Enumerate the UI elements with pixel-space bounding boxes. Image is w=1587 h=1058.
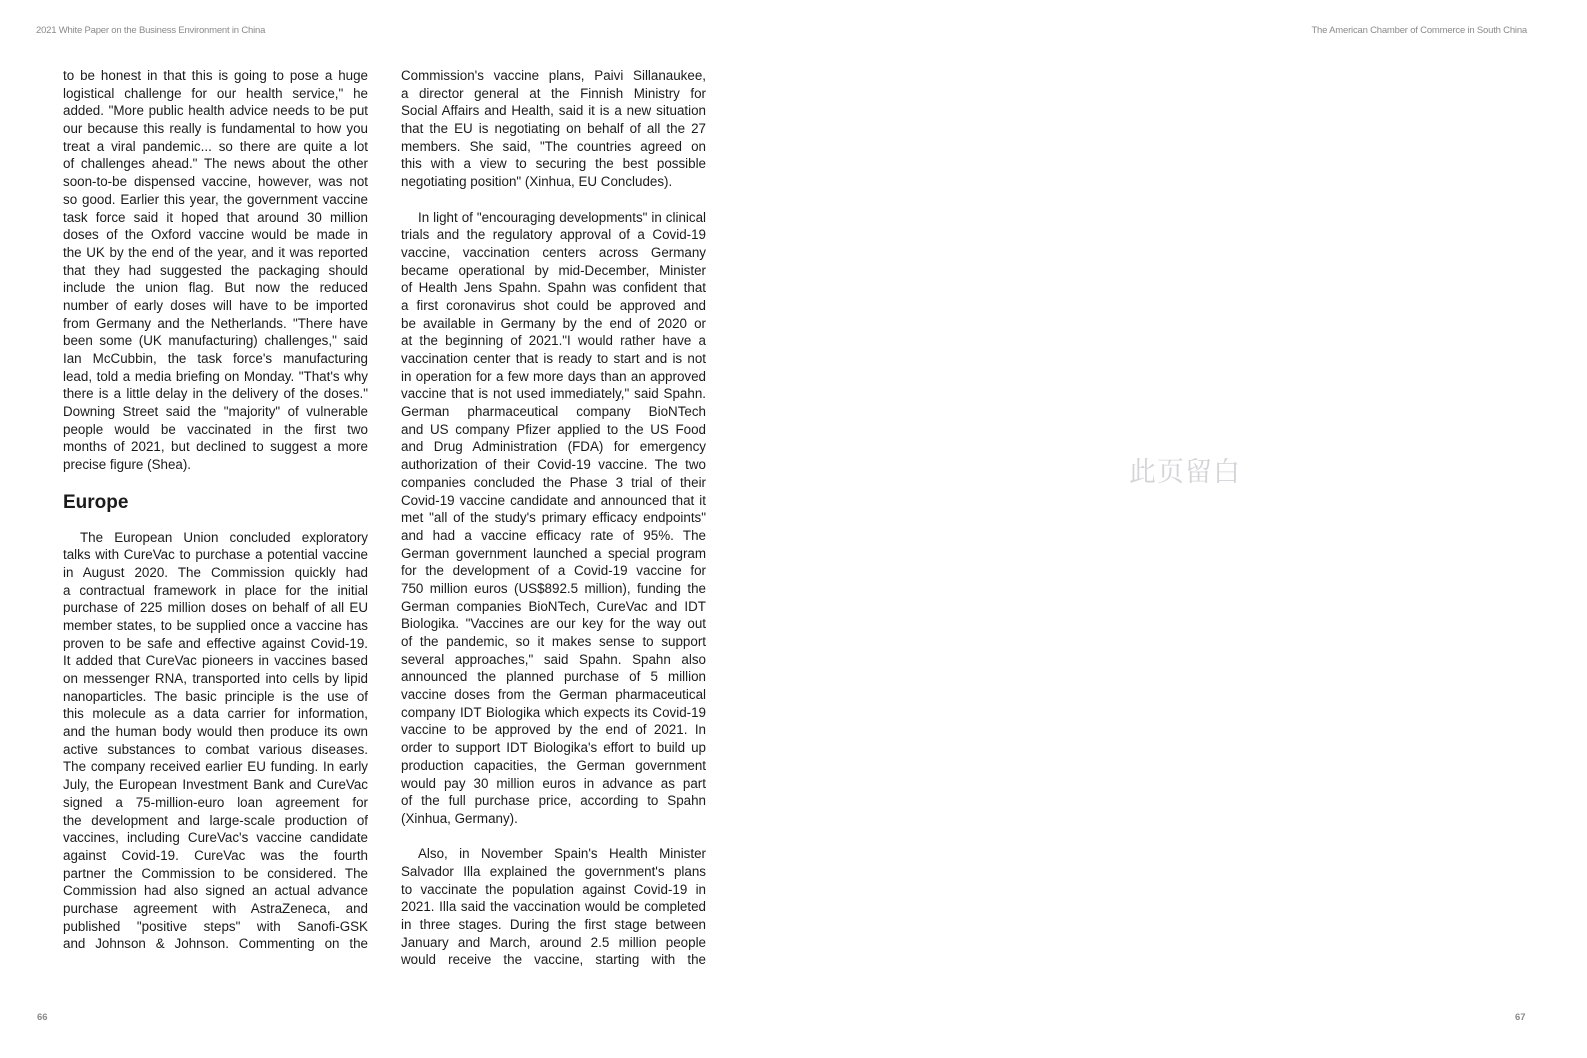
paragraph bbox=[401, 845, 706, 969]
text-line: company IDT Biologika which expects its Covid-19 bbox=[401, 704, 706, 720]
text-line: proven to be safe and effective against Covid-19. bbox=[63, 635, 368, 651]
text-line: lead, told a media briefing on Monday. "That's why bbox=[63, 368, 368, 384]
text-line: this molecule as a data carrier for information, bbox=[63, 706, 368, 722]
text-line: Ian McCubbin, the task force's manufacturing bbox=[63, 351, 368, 366]
blank-page-note: 此页留白 bbox=[1129, 457, 1241, 488]
text-line: It added that CureVac pioneers in vaccines based bbox=[63, 653, 368, 669]
paragraph bbox=[63, 67, 368, 474]
text-line: (Xinhua, Germany). bbox=[401, 810, 518, 826]
text-line: people would be vaccinated in the first two bbox=[63, 421, 368, 437]
text-line: In light of "encouraging developments" in clinical bbox=[418, 209, 706, 225]
text-line: of the full purchase price, according to Spahn bbox=[401, 793, 706, 809]
text-line: against Covid-19. CureVac was the fourth bbox=[63, 847, 368, 863]
text-line: member states, to be supplied once a vaccine has bbox=[63, 617, 368, 633]
text-line: the development and large-scale production of bbox=[63, 812, 368, 828]
text-line: of challenges ahead." The news about the other bbox=[63, 156, 368, 172]
text-line: 750 million euros (US$892.5 million), funding the bbox=[401, 580, 706, 596]
text-line: vaccine that is not used immediately," said Spahn. bbox=[401, 386, 706, 402]
text-line: Downing Street said the "majority" of vulnerable bbox=[63, 404, 368, 420]
text-line: a director general at the Finnish Ministry for bbox=[401, 85, 706, 101]
text-line: precise figure (Shea). bbox=[63, 457, 192, 473]
text-line: signed a 75-million-euro loan agreement for bbox=[63, 794, 368, 810]
text-line: production capacities, the German government bbox=[401, 757, 706, 773]
text-line: of Health Jens Spahn. Spahn was confident that bbox=[401, 280, 706, 296]
text-line: and Johnson & Johnson. Commenting on the bbox=[63, 936, 368, 952]
page-number-right: 67 bbox=[1515, 1012, 1526, 1023]
text-line: treat a viral pandemic... so there are quite a lot bbox=[63, 138, 368, 154]
text-line: vaccines, including CureVac's vaccine candidate bbox=[63, 830, 368, 846]
text-line: so good. Earlier this year, the government vaccine bbox=[63, 191, 368, 207]
text-line: The company received earlier EU funding. In early bbox=[63, 759, 368, 775]
text-line: and US company Pfizer applied to the US Food bbox=[401, 421, 706, 437]
text-line: met "all of the study's primary efficacy endpoints" bbox=[401, 510, 706, 526]
text-line: vaccine to be approved by the end of 2021. In bbox=[401, 722, 706, 738]
text-line: July, the European Investment Bank and CureVac bbox=[63, 777, 368, 793]
text-line: in operation for a few more days than an approved bbox=[401, 368, 706, 384]
text-line: be available in Germany by the end of 2020 or bbox=[401, 315, 706, 331]
text-line: purchase agreement with AstraZeneca, and bbox=[63, 900, 368, 916]
text-line: vaccination center that is ready to start and is not bbox=[401, 351, 706, 366]
text-line: in three stages. During the first stage between bbox=[401, 917, 706, 932]
left-page-column-2 bbox=[401, 67, 706, 987]
text-line: German companies BioNTech, CureVac and IDT bbox=[401, 598, 706, 614]
text-line: on messenger RNA, transported into cells by lipid bbox=[63, 671, 368, 686]
paragraph bbox=[401, 209, 706, 828]
text-line: talks with CureVac to purchase a potential vaccine bbox=[63, 547, 368, 563]
running-header-right: The American Chamber of Commerce in South China bbox=[1311, 25, 1527, 36]
text-line: that the EU is negotiating on behalf of all the 27 bbox=[401, 121, 706, 137]
text-line: of the pandemic, so it makes sense to support bbox=[401, 634, 706, 649]
text-line: announced the planned purchase of 5 million bbox=[401, 669, 706, 685]
text-line: trials and the regulatory approval of a Covid-19 bbox=[401, 227, 706, 243]
text-line: active substances to combat various diseases. bbox=[63, 741, 368, 757]
text-line: our because this really is fundamental to how you bbox=[63, 121, 368, 137]
text-line: a contractual framework in place for the initial bbox=[63, 582, 368, 598]
text-line: order to support IDT Biologika's effort to build up bbox=[401, 740, 706, 756]
text-line: would pay 30 million euros in advance as part bbox=[401, 775, 706, 791]
text-line: Commission's vaccine plans, Paivi Sillanaukee, bbox=[401, 68, 706, 83]
text-line: at the beginning of 2021."I would rather have a bbox=[401, 333, 706, 349]
text-line: vaccine doses from the German pharmaceutical bbox=[401, 687, 706, 703]
text-line: became operational by mid-December, Minister bbox=[401, 262, 706, 278]
text-line: German pharmaceutical company BioNTech bbox=[401, 404, 706, 420]
text-line: nanoparticles. The basic principle is the use of bbox=[63, 688, 368, 704]
text-line: that they had suggested the packaging should bbox=[63, 262, 368, 278]
text-line: Salvador Illa explained the government's plans bbox=[401, 863, 706, 879]
text-line: and had a vaccine efficacy rate of 95%. The bbox=[401, 527, 706, 543]
text-line: negotiating position" (Xinhua, EU Concludes). bbox=[401, 174, 673, 190]
text-line: number of early doses will have to be imported bbox=[63, 297, 368, 313]
text-line: vaccine, vaccination centers across Germany bbox=[401, 244, 706, 260]
running-header-left: 2021 White Paper on the Business Environment in China bbox=[36, 25, 266, 36]
section-heading-europe: Europe bbox=[63, 491, 129, 513]
paragraph bbox=[63, 529, 368, 954]
text-line: the UK by the end of the year, and it was reported bbox=[63, 244, 368, 260]
text-line: German government launched a special program bbox=[401, 545, 706, 561]
text-line: include the union flag. But now the reduced bbox=[63, 280, 368, 296]
text-line: been some (UK manufacturing) challenges," said bbox=[63, 333, 368, 349]
text-line: January and March, around 2.5 million people bbox=[401, 934, 706, 950]
text-line: logistical challenge for our health service," he bbox=[63, 85, 368, 101]
text-line: and Drug Administration (FDA) for emergency bbox=[401, 439, 706, 455]
text-line: and the human body would then produce its own bbox=[63, 724, 368, 740]
page-number-left: 66 bbox=[37, 1012, 48, 1023]
text-line: The European Union concluded exploratory bbox=[80, 529, 368, 545]
text-line: Also, in November Spain's Health Minister bbox=[418, 846, 706, 862]
text-line: in August 2020. The Commission quickly had bbox=[63, 564, 368, 580]
text-line: added. "More public health advice needs to be put bbox=[63, 103, 368, 119]
text-line: companies concluded the Phase 3 trial of their bbox=[401, 474, 706, 490]
text-line: would receive the vaccine, starting with the bbox=[401, 952, 706, 968]
text-line: members. She said, "The countries agreed on bbox=[401, 138, 706, 154]
text-line: partner the Commission to be considered. The bbox=[63, 865, 368, 881]
text-line: Covid-19 vaccine candidate and announced that it bbox=[401, 492, 706, 508]
text-line: Social Affairs and Health, said it is a new situation bbox=[401, 103, 706, 119]
text-line: 2021. Illa said the vaccination would be completed bbox=[401, 899, 706, 915]
text-line: Commission had also signed an actual advance bbox=[63, 883, 368, 899]
text-line: Biologika. "Vaccines are our key for the way out bbox=[401, 616, 706, 632]
text-line: a first coronavirus shot could be approved and bbox=[401, 297, 706, 313]
text-line: soon-to-be dispensed vaccine, however, was not bbox=[63, 174, 368, 190]
text-line: several approaches," said Spahn. Spahn also bbox=[401, 651, 706, 667]
text-line: to be honest in that this is going to pose a huge bbox=[63, 68, 368, 83]
text-line: from Germany and the Netherlands. "There have bbox=[63, 315, 368, 331]
text-line: for the development of a Covid-19 vaccine for bbox=[401, 563, 706, 579]
text-line: there is a little delay in the delivery of the doses." bbox=[63, 386, 368, 402]
text-line: doses of the Oxford vaccine would be made in bbox=[63, 227, 368, 243]
text-line: published "positive steps" with Sanofi-GSK bbox=[63, 918, 368, 934]
left-page-column-1 bbox=[63, 67, 368, 971]
paragraph bbox=[401, 67, 706, 191]
text-line: to vaccinate the population against Covid-19 in bbox=[401, 881, 706, 897]
text-line: this with a view to securing the best possible bbox=[401, 156, 706, 172]
text-line: task force said it hoped that around 30 million bbox=[63, 209, 368, 225]
text-line: purchase of 225 million doses on behalf of all EU bbox=[63, 600, 368, 616]
text-line: months of 2021, but declined to suggest a more bbox=[63, 439, 368, 455]
text-line: authorization of their Covid-19 vaccine. The two bbox=[401, 457, 706, 473]
